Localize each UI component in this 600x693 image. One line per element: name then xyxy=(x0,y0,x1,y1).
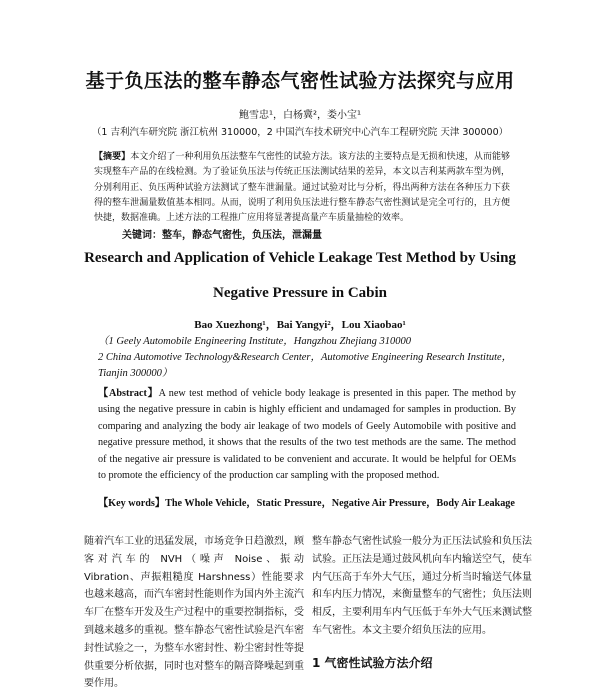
chinese-affiliation: （1 吉利汽车研究院 浙江杭州 310000，2 中国汽车技术研究中心汽车工程研究院 天津 300000） xyxy=(91,127,509,138)
body-left-column: 随着汽车工业的迅猛发展，市场竞争日趋激烈，顾客对汽车的 NVH（噪声 Noise、振动 Vibration、声振粗糙度 Harshness）性能要求也越来越高，而汽车密封性能则作为国内外主流汽车厂在整车开发及生产过程中的重要控制指标，受到越来越多的重视。整车静态气密性试验是汽车密封性试验之一，为整车水密封性、粉尘密封性等提供重要分析依据，同时也对整车的隔音降噪起到重要作用。 xyxy=(84,536,304,690)
chinese-abstract-label: 【摘要】 xyxy=(94,152,131,162)
english-keywords-label: 【Key words】 xyxy=(98,498,166,509)
english-title-line-2: Negative Pressure in Cabin xyxy=(212,285,388,301)
english-authors: Bao Xuezhong¹，Bai Yangyi²，Lou Xiaobao¹ xyxy=(194,319,406,331)
chinese-keywords: 关键词：整车，静态气密性，负压法，泄漏量 xyxy=(122,230,322,241)
chinese-authors: 鲍雪忠¹，白杨冀²，娄小宝¹ xyxy=(238,110,362,121)
english-affiliation-3: Tianjin 300000） xyxy=(98,368,173,379)
english-title-line-1: Research and Application of Vehicle Leakage Test Method by Using xyxy=(84,250,516,266)
section-heading: 1 气密性试验方法介绍 xyxy=(312,656,433,670)
body-right-column: 整车静态气密性试验一般分为正压法试验和负压法试验。正压法是通过鼓风机向车内输送空气，使车内气压高于车外大气压，通过分析当时输送气体量和车内压力情况，来衡量整车的气密性；负压法则相反，主要利用车内气压低于车外大气压来测试整车气密性。本文主要介绍负压法的应用。 xyxy=(312,536,532,636)
english-abstract-text: A new test method of vehicle body leakage is presented in this paper. The method by using the negative pressure in cabin is highly efficient and undamaged for samples in production. By comparing and analyzing the body air leakage of two models of Geely Automobile with positive and negative pressure method, it shows that the results of the two test methods are the same. The method of the negative air pressure is validated to be convenient and accurate. It would be helpful for OEMs to promote the efficiency of the production car sampling with the proposed method. xyxy=(98,388,516,482)
english-affiliation-2: 2 China Automotive Technology&Research Center，Automotive Engineering Research Institute， xyxy=(98,352,513,363)
english-abstract xyxy=(98,386,516,484)
english-abstract-label: 【Abstract】 xyxy=(98,388,159,399)
chinese-abstract-text: 本文介绍了一种利用负压法整车气密性的试验方法。该方法的主要特点是无损和快速，从而能够实现整车产品的在线检测。为了验证负压法与传统正压法测试结果的差异，本文以吉利某两款车型为例，分别利用正、负压两种试验方法测试了整车泄漏量。通过试验对比与分析，得出两种方法在各种压力下获得的整车泄漏量数值基本相同。从而，说明了利用负压法进行整车静态气密性测试是完全可行的，且方便快捷，数据准确。上述方法的工程推广应用将显著提高量产车质量抽检的效率。 xyxy=(94,152,510,224)
chinese-abstract xyxy=(94,150,510,226)
english-keywords xyxy=(98,496,516,512)
english-affiliation-1: （1 Geely Automobile Engineering Institute，Hangzhou Zhejiang 310000 xyxy=(98,336,412,347)
chinese-title: 基于负压法的整车静态气密性试验方法探究与应用 xyxy=(85,70,515,92)
english-keywords-text: The Whole Vehicle，Static Pressure，Negative Air Pressure，Body Air Leakage xyxy=(165,498,515,509)
